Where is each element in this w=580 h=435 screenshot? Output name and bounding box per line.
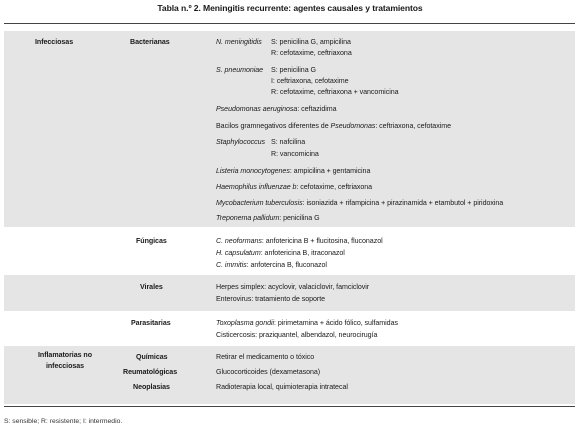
toxoplasma-treatment: : pirimetamina + ácido fólico, sulfamidas bbox=[274, 319, 398, 327]
subgroup-fungicas: Fúngicas bbox=[136, 237, 167, 245]
h-capsulatum-treatment: : anfotericina B, itraconazol bbox=[260, 249, 345, 257]
bacilos-prefix: Bacilos gramnegativos diferentes de bbox=[216, 122, 331, 130]
group-inflamatorias-line2: infecciosas bbox=[45, 362, 85, 370]
c-immitis-row bbox=[216, 259, 327, 271]
treponema-row bbox=[216, 212, 320, 224]
haemophilus-treatment: : cefotaxime, ceftriaxona bbox=[296, 183, 373, 191]
c-immitis-treatment: : anfotercina B, fluconazol bbox=[246, 261, 327, 269]
mycobacterium-treatment: : isoniazida + rifampicina + pirazinamida + etambutol + piridoxina bbox=[302, 199, 504, 207]
pseudomonas-row bbox=[216, 103, 337, 115]
group-inflamatorias-line1: Inflamatorias no bbox=[38, 351, 92, 359]
group-inflamatorias bbox=[15, 350, 115, 372]
quimicas-treatment: Retirar el medicamento o tóxico bbox=[216, 353, 315, 361]
staphylococcus-organism: Staphylococcus bbox=[216, 138, 265, 146]
subgroup-quimicas: Químicas bbox=[136, 353, 168, 361]
c-neoformans-treatment: : anfotericina B + flucitosina, fluconazol bbox=[261, 237, 383, 245]
table-title: Tabla n.º 2. Meningitis recurrente: agentes causales y tratamientos bbox=[157, 3, 423, 13]
n-meningitidis-sensitive: S: penicilina G, ampicilina bbox=[271, 38, 351, 46]
staphylococcus-resistant: R: vancomicina bbox=[271, 150, 319, 158]
pseudomonas-treatment: : ceftazidima bbox=[297, 105, 337, 113]
c-neoformans-row bbox=[216, 235, 383, 247]
s-pneumoniae-organism: S. pneumoniae bbox=[216, 66, 264, 74]
bacilos-treatment: : ceftriaxona, cefotaxime bbox=[375, 122, 451, 130]
bacilos-row bbox=[216, 120, 451, 132]
reumatologicas-treatment: Glucocorticoides (dexametasona) bbox=[216, 368, 321, 376]
haemophilus-row bbox=[216, 181, 372, 193]
mycobacterium-row bbox=[216, 197, 503, 209]
footnote: S: sensible; R: resistente; I: intermedio. bbox=[4, 418, 123, 425]
s-pneumoniae-resistant: R: cefotaxime, ceftriaxona + vancomicina bbox=[271, 88, 399, 96]
herpes-row: Herpes simplex: acyclovir, valaciclovir, famciclovir bbox=[216, 283, 370, 291]
neoplasias-treatment: Radioterapia local, quimioterapia intratecal bbox=[216, 383, 348, 391]
enterovirus-row: Enterovirus: tratamiento de soporte bbox=[216, 295, 326, 303]
treponema-organism: Treponema pallidum bbox=[216, 214, 280, 222]
subgroup-parasitarias: Parasitarias bbox=[131, 319, 171, 327]
subgroup-neoplasias: Neoplasias bbox=[133, 383, 170, 391]
listeria-organism: Listeria monocytogenes bbox=[216, 167, 290, 175]
bacilos-organism: Pseudomonas bbox=[330, 122, 376, 130]
s-pneumoniae-intermediate: I: ceftriaxona, cefotaxime bbox=[271, 77, 349, 85]
pseudomonas-organism: Pseudomonas aeruginosa bbox=[216, 105, 298, 113]
staphylococcus-sensitive: S: nafcilina bbox=[271, 138, 306, 146]
cisticercosis-row: Cisticercosis: praziquantel, albendazol, neurocirugía bbox=[216, 331, 378, 339]
listeria-treatment: : ampicilina + gentamicina bbox=[289, 167, 371, 175]
group-infecciosas: Infecciosas bbox=[35, 38, 74, 46]
subgroup-bacterianas: Bacterianas bbox=[130, 38, 170, 46]
toxoplasma-organism: Toxoplasma gondii bbox=[216, 319, 275, 327]
c-neoformans-organism: C. neoformans bbox=[216, 237, 262, 245]
treponema-treatment: : penicilina G bbox=[279, 214, 320, 222]
subgroup-virales: Virales bbox=[140, 283, 163, 291]
n-meningitidis-resistant: R: cefotaxime, ceftriaxona bbox=[271, 49, 352, 57]
h-capsulatum-row bbox=[216, 247, 345, 259]
s-pneumoniae-sensitive: S: penicilina G bbox=[271, 66, 316, 74]
mycobacterium-organism: Mycobacterium tuberculosis bbox=[216, 199, 303, 207]
haemophilus-organism: Haemophilus influenzae b bbox=[216, 183, 297, 191]
h-capsulatum-organism: H. capsulatum bbox=[216, 249, 261, 257]
top-rule bbox=[4, 23, 575, 24]
bottom-rule bbox=[4, 406, 575, 407]
n-meningitidis-organism: N. meningitidis bbox=[216, 38, 262, 46]
listeria-row bbox=[216, 165, 370, 177]
subgroup-reumatologicas: Reumatológicas bbox=[123, 368, 178, 376]
c-immitis-organism: C. immitis bbox=[216, 261, 247, 269]
toxoplasma-row bbox=[216, 317, 398, 329]
